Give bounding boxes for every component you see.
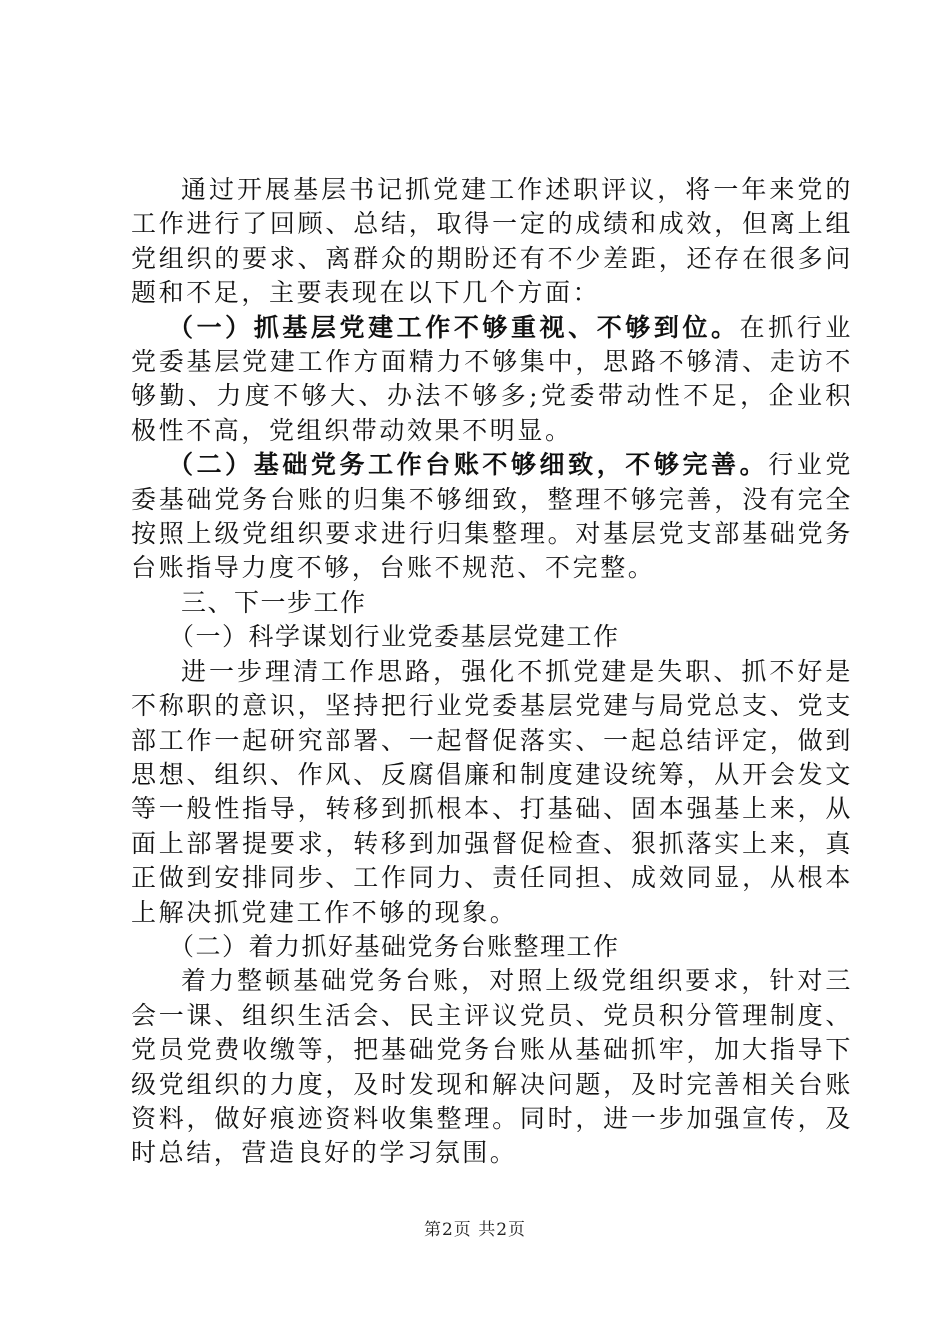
issue-paragraph-1: [131, 311, 853, 449]
document-body: [131, 173, 853, 1171]
issue-2-text: 行业党委基础党务台账的归集不够细致，整理不够完善，没有完全按照上级党组织要求进行归集整理。对基层党支部基础党务台账指导力度不够，台账不规范、不完整。: [131, 450, 853, 583]
subsection-2-paragraph: 着力整顿基础党务台账，对照上级党组织要求，针对三会一课、组织生活会、民主评议党员、党员积分管理制度、党员党费收缴等，把基础党务台账从基础抓牢，加大指导下级党组织的力度，及时发现和解决问题，及时完善相关台账资料，做好痕迹资料收集整理。同时，进一步加强宣传，及时总结，营造良好的学习氛围。: [131, 966, 853, 1168]
intro-paragraph: 通过开展基层书记抓党建工作述职评议，将一年来党的工作进行了回顾、总结，取得一定的成绩和成效，但离上组党组织的要求、离群众的期盼还有不少差距，还存在很多问题和不足，主要表现在以下几个方面：: [131, 175, 853, 308]
subheading-1: （一）科学谋划行业党委基层党建工作: [169, 622, 620, 652]
issue-paragraph-2: [131, 448, 853, 586]
subsection-1-paragraph: 进一步理清工作思路，强化不抓党建是失职、抓不好是不称职的意识，坚持把行业党委基层党建与局党总支、党支部工作一起研究部署、一起督促落实、一起总结评定，做到思想、组织、作风、反腐倡廉和制度建设统筹，从开会发文等一般性指导，转移到抓根本、打基础、固本强基上来，从面上部署提要求，转移到加强督促检查、狠抓落实上来，真正做到安排同步、工作同力、责任同担、成效同显，从根本上解决抓党建工作不够的现象。: [131, 656, 853, 927]
subheading-2: （二）着力抓好基础党务台账整理工作: [169, 931, 620, 961]
issue-1-title: （一）抓基层党建工作不够重视、不够到位。: [168, 312, 740, 342]
section-heading-next-steps: 三、下一步工作: [181, 587, 367, 617]
issue-1-text: 在抓行业党委基层党建工作方面精力不够集中，思路不够清、走访不够勤、力度不够大、办法不够多;党委带动性不足，企业积极性不高，党组织带动效果不明显。: [131, 312, 853, 445]
issue-2-title: （二）基础党务工作台账不够细致，不够完善。: [168, 450, 769, 480]
page-number-footer: 第2页 共2页: [423, 1220, 527, 1240]
